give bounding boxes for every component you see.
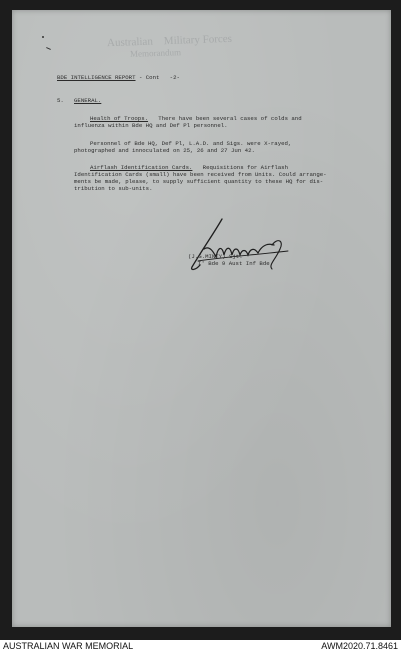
personnel-line-1: Personnel of Bde HQ, Def Pl, L.A.D. and Sigs. were X-rayed, <box>90 140 292 147</box>
signatory-unit: I' Bde 9 Aust Inf Bde <box>198 260 270 267</box>
airflash-label: Airflash Identification Cards. <box>90 164 193 171</box>
footer-accession-number: AWM2020.71.8461 <box>321 641 398 651</box>
airflash-line-4: tribution to sub-units. <box>74 185 153 192</box>
section-heading: GENERAL. <box>74 97 102 104</box>
page-number: -2- <box>169 74 180 81</box>
handwritten-signature <box>184 215 294 277</box>
health-line-2: influenza within Bde HQ and Def Pl personnel. <box>74 122 228 129</box>
document-page <box>12 10 391 627</box>
signatory-name: (J.G.MINTY) Sjt. <box>188 253 243 260</box>
airflash-text: Requisitions for Airflash <box>202 164 288 171</box>
bleed-through-text: Australian Military Forces <box>106 32 233 50</box>
ink-speck <box>46 47 51 50</box>
archive-footer <box>0 640 401 653</box>
airflash-line-2: Identification Cards (small) have been received from Units. Could arrange- <box>74 171 327 178</box>
health-text: There have been several cases of colds and <box>158 115 302 122</box>
bleed-through-text: Memorandum <box>129 47 182 59</box>
section-number: 5. <box>57 97 64 104</box>
ink-speck <box>42 36 44 38</box>
report-header <box>57 75 180 82</box>
personnel-line-2: photographed and innoculated on 25, 26 and 27 Jun 42. <box>74 147 255 154</box>
report-cont: - Cont <box>138 74 160 81</box>
footer-institution: AUSTRALIAN WAR MEMORIAL <box>3 641 134 651</box>
report-title: BDE INTELLIGENCE REPORT <box>57 74 136 81</box>
health-label: Health of Troops. <box>90 115 149 122</box>
airflash-line-3: ments be made, please, to supply sufficient quantity to these HQ for dis- <box>74 178 324 185</box>
